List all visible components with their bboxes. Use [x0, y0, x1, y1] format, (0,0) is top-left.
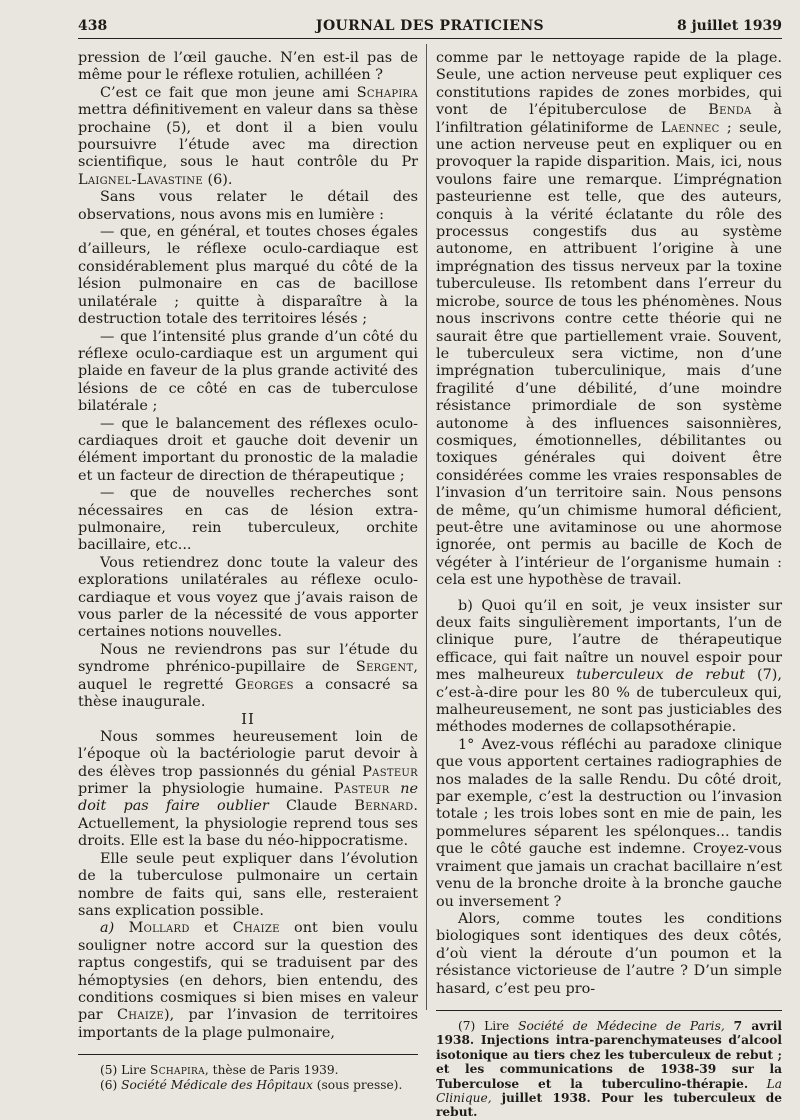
footnote-rule [436, 1010, 782, 1011]
list-item: — que de nouvelles recherches sont nécessaires en cas de lésion extra-pulmonaire, rein tuberculeux, orchite bacillaire, etc... [78, 485, 418, 554]
paragraph: Elle seule peut expliquer dans l’évolution de la tuberculose pulmonaire un certain nombre de faits qui, sans elle, resteraient sans explication possible. [78, 850, 418, 919]
issue-date: 8 juillet 1939 [676, 18, 782, 34]
list-item: — que le balancement des réflexes oculo-cardiaques droit et gauche doit devenir un élément important du pronostic de la maladie et un facteur de direction de thérapeutique ; [78, 415, 418, 484]
paragraph: Nous ne reviendrons pas sur l’étude du syndrome phrénico-pupillaire de Sergent, auquel le regretté Georges a consacré sa thèse inaugurale. [78, 641, 418, 711]
list-item: — que, en général, et toutes choses égales d’ailleurs, le réflexe oculo-cardiaque est considérablement plus marqué du côté de la lésion pulmonaire en cas de bacillose unilatérale ; quitte à disparaître à la destruction totale des territoires lésés ; [78, 224, 418, 328]
footnote-rule [78, 1054, 418, 1055]
right-column [436, 50, 782, 1120]
journal-title: JOURNAL DES PRATICIENS [315, 18, 545, 34]
footnote: (5) Lire Schapira, thèse de Paris 1939. [100, 1063, 339, 1078]
section-heading: II [241, 710, 255, 729]
list-item: — que l’intensité plus grande d’un côté du réflexe oculo-cardiaque est un argument qui plaide en faveur de la plus grande activité des lésions de ce côté en cas de tuberculose bilatérale ; [78, 328, 418, 415]
paragraph: pression de l’œil gauche. N’en est-il pas de même pour le réflexe rotulien, achilléen ? [78, 50, 418, 84]
paragraph: C’est ce fait que mon jeune ami Schapira mettra définitivement en valeur dans sa thèse prochaine (5), et dont il a bien voulu poursuivre l’étude avec ma direction scientifique, sous le haut contrôle du Pr Laignel-Lavastine (6). [78, 84, 418, 188]
paragraph: 1° Avez-vous réfléchi au paradoxe clinique que vous apportent certaines radiographies de nos malades de la salle Rendu. Du côté droit, par exemple, c’est la destruction ou l’invasion totale ; les trois lobes sont en mie de pain, les pommelures séparent les spélonques... tandis que le côté gauche est indemne. Croyez-vous vraiment que jamais un crachat bacillaire n’est venu de la bronche droite à la bronche gauche ou inversement ? [436, 736, 782, 910]
page-number: 438 [78, 18, 108, 34]
paragraph: Vous retiendrez donc toute la valeur des explorations unilatérales au réflexe oculo-cardiaque et vous voyez que j’avais raison de vous parler de la nécessité de vous apporter certaines notions nouvelles. [78, 554, 418, 641]
paragraph: Sans vous relater le détail des observations, nous avons mis en lumière : [78, 189, 418, 223]
paragraph: comme par le nettoyage rapide de la plage. Seule, une action nerveuse peut expliquer ces constitutions rapides de zones morbides, qui vont de l’épituberculose de Benda à l’infiltration gélatiniforme de Laennec ; seule, une action nerveuse peut en expliquer ou en provoquer la rapide disparition. Mais, ici, nous voulons faire une remarque. L’imprégnation pasteurienne est telle, que des auteurs, conquis à la vérité éclatante du rôle des processus congestifs dus au système autonome, en attribuent l’origine à une imprégnation des tissus nerveux par la toxine tuberculeuse. Ils retombent dans l’erreur du microbe, source de tous les phénomènes. Nous nous inscrivons contre cette théorie qui ne saurait être que partiellement vraie. Souvent, le tuberculeux sera victime, non d’une imprégnation tuberculinique, mais d’une fragilité d’une débilité, d’une moindre résistance primordiale de son système autonome à des influences saisonnières, cosmiques, émotionnelles, débilitantes ou toxiques générales qui doivent être considérées comme les vraies responsables de l’invasion d’un territoire sain. Nous pensons de même, qu’un chimisme humoral déficient, peut-être une avitaminose ou une ahormose ignorée, ont permis au bacille de Koch de végéter à l’intérieur de l’organisme humain : cela est une hypothèse de travail. [436, 50, 783, 589]
paragraph: Nous sommes heureusement loin de l’époque où la bactériologie parut devoir à des élèves trop passionnés du génial Pasteur primer la physiologie humaine. Pasteur ne doit pas faire oublier Claude Bernard. Actuellement, la physiologie reprend tous ses droits. Elle est la base du néo-hippocratisme. [78, 728, 418, 850]
paragraph: a) Mollard et Chaize ont bien voulu souligner notre accord sur la question des raptus congestifs, qui se traduisent par des hémoptysies (en dehors, bien entendu, des conditions cosmiques si bien mises en valeur par Chaize), par l’invasion de territoires importants de la plage pulmonaire, [78, 920, 419, 1041]
column-divider [426, 44, 427, 1010]
footnote: (6) Société Médicale des Hôpitaux (sous presse). [100, 1077, 403, 1092]
footnote: (7) Lire Société de Médecine de Paris, 7 avril 1938. Injections intra-parenchymateuses d’alcool isotonique au tiers chez les tuberculeux de rebut ; et les communications de 1938-39 sur la Tuberculose et la tuberculino-thérapie. La Clinique, juillet 1938. Pour les tuberculeux de rebut. [436, 1018, 783, 1120]
paragraph: b) Quoi qu’il en soit, je veux insister sur deux faits singulièrement importants, l’un de clinique pure, l’autre de thérapeutique efficace, qui fait naître un nouvel espoir pour mes malheureux tuberculeux de rebut (7), c’est-à-dire pour les 80 % de tuberculeux qui, malheureusement, ne sont pas justiciables des méthodes modernes de collapsothérapie. [436, 597, 782, 736]
header-rule [78, 38, 782, 39]
paragraph: Alors, comme toutes les conditions biologiques sont identiques des deux côtés, d’où vient la déroute d’un poumon et la résistance victorieuse de l’autre ? D’un simple hasard, c’est peu pro- [436, 910, 782, 997]
left-column [78, 50, 418, 1092]
